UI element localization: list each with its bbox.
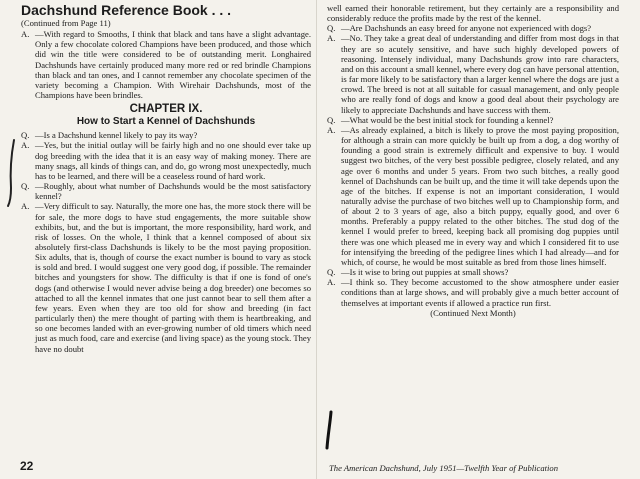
question-text: —Roughly, about what number of Dachshunds would be the most satisfactory kennel?: [35, 181, 311, 202]
chapter-subheading: How to Start a Kennel of Dachshunds: [76, 116, 256, 128]
question-text: —Are Dachshunds an easy breed for anyone not experienced with dogs?: [341, 23, 592, 34]
qa-answer: [327, 33, 619, 114]
page-number: 22: [20, 459, 34, 473]
right-column: [327, 3, 619, 318]
qa-question: [327, 267, 619, 277]
answer-tag: A.: [21, 201, 30, 212]
question-tag: Q.: [21, 130, 30, 141]
question-tag: Q.: [327, 23, 336, 34]
lead-in-text: well earned their honorable retirement, but they certainly are a responsibility and considerably reduce the profits made by the rest of the kennel.: [327, 3, 619, 24]
qa-question: [21, 130, 311, 140]
qa-question: [327, 23, 619, 33]
qa-answer: [21, 29, 311, 100]
question-tag: Q.: [21, 181, 30, 192]
qa-answer: [21, 201, 311, 353]
left-column: [21, 3, 311, 354]
qa-answer: [21, 140, 311, 181]
answer-tag: A.: [21, 29, 30, 40]
answer-text: —With regard to Smooths, I think that black and tans have a slight advantage. Only a few chocolate colored Champions have been produced, and those which did win the title were considered to be of outstanding merit. Longhaired Dachshunds have certainly produced many more red or red brindle Champions than black and tan ones, and I cannot remember any chocolate specimen of the variety becoming a Champion. With Wirehair Dachshunds, most of the Champions have been brindles.: [35, 29, 311, 101]
qa-question: [327, 115, 619, 125]
continued-from-note: (Continued from Page 11): [21, 18, 111, 28]
question-text: —Is a Dachshund kennel likely to pay its way?: [35, 130, 198, 141]
margin-pen-mark: [4, 138, 20, 208]
qa-answer: [327, 125, 619, 267]
answer-text: —As already explained, a bitch is likely to prove the most paying proposition, for although a strain can more quickly be built up from a dog, a dog worthy of founding a good strain is extremely difficult and expensive to buy. I would suggest two bitches, of the very best possible pedigree, closely related, and any age over 6 months and under 5 years. From two such bitches, a really good kennel of Dachshunds can be built up, and the time it will take depends upon the age of the bitches. If expense is not an important consideration, I would naturally advise the purchase of two bitches well up to Championship form, and of about 2 to 3 years of age, also a bitch puppy, equally good, and over 6 months. Preferably a puppy related to the other bitches. The stud dog of the kennel I would prefer to breed, keeping back all promising dog puppies until there was one which pleased me in every way and which I considered fit to use for intensifying the breeding of the pedigree lines which I had already—and for which, of course, he would be most suitable as bred from those lines himself.: [341, 124, 619, 267]
chapter-heading: CHAPTER IX.: [129, 103, 203, 116]
margin-pen-mark: [322, 410, 336, 450]
column-gutter: [316, 0, 317, 479]
answer-text: —I think so. They become accustomed to the show atmosphere under easier conditions than at large shows, and will probably give a much better account of themselves at important events if allowed a practice run first.: [341, 277, 619, 308]
article-title: Dachshund Reference Book . . .: [21, 2, 232, 18]
answer-tag: A.: [327, 277, 336, 288]
answer-tag: A.: [327, 124, 336, 135]
answer-text: —Yes, but the initial outlay will be fairly high and no one should ever take up dog breeding with the idea that it is an easy way of making money. There are many snags, all kinds of things can, and do, go wrong most unexpectedly, much has to be learned, and there will be a ceaseless round of hard work.: [35, 140, 311, 181]
question-text: —What would be the best initial stock for founding a kennel?: [341, 114, 554, 125]
answer-text: —Very difficult to say. Naturally, the more one has, the more stock there will be for sale, the more dogs to have stud engagements, the more suitable show exhibits, but, and the but is important, the more responsibility, hard work, and risk of losses. On the whole, I think that a kennel composed of about six absolutely first-class Dachshunds is likely to be the most paying proposition. Six adults, that is, though of course the exact number is bound to vary as stock is sold and bred. I would suggest one very good dog, if possible. The remainder bitches and youngsters for show. The difficulty is that if one is fond of one's dogs (and otherwise I would never advise being a dog breeder) one becomes so attached to all the kennel inmates that one just cannot bear to sell them after a few years. Even when they are too old for show and breeding (in fact particularly then) the mere thought of parting with them is heartbreaking, and so one becomes landed with an ever-growing number of old timers which need just as much food, care and exercise (and living space) as the young stock. They have no doubt: [35, 201, 311, 354]
answer-text: —No. They take a great deal of understanding and differ from most dogs in that they are so acutely sensitive, and have such highly developed powers of reasoning. Intensely individual, many Dachshunds grow into rare characters, and on this account a small kennel, where every dog can have personal attention, is far more likely to be satisfactory than a larger kennel where the dogs are just a crowd. The breed is not at all suitable for casual management, and only people who are really fond of dogs and know a good deal about their psychology are likely to appreciate Dachshunds and have success with them.: [341, 33, 620, 115]
qa-answer: [327, 277, 619, 307]
answer-tag: A.: [21, 140, 30, 151]
question-tag: Q.: [327, 267, 336, 278]
question-text: —Is it wise to bring out puppies at small shows?: [341, 267, 509, 278]
qa-question: [21, 181, 311, 201]
publication-footer: The American Dachshund, July 1951—Twelfth Year of Publication: [329, 463, 558, 473]
question-tag: Q.: [327, 114, 336, 125]
answer-tag: A.: [327, 33, 336, 44]
continued-next-note: (Continued Next Month): [430, 307, 516, 318]
